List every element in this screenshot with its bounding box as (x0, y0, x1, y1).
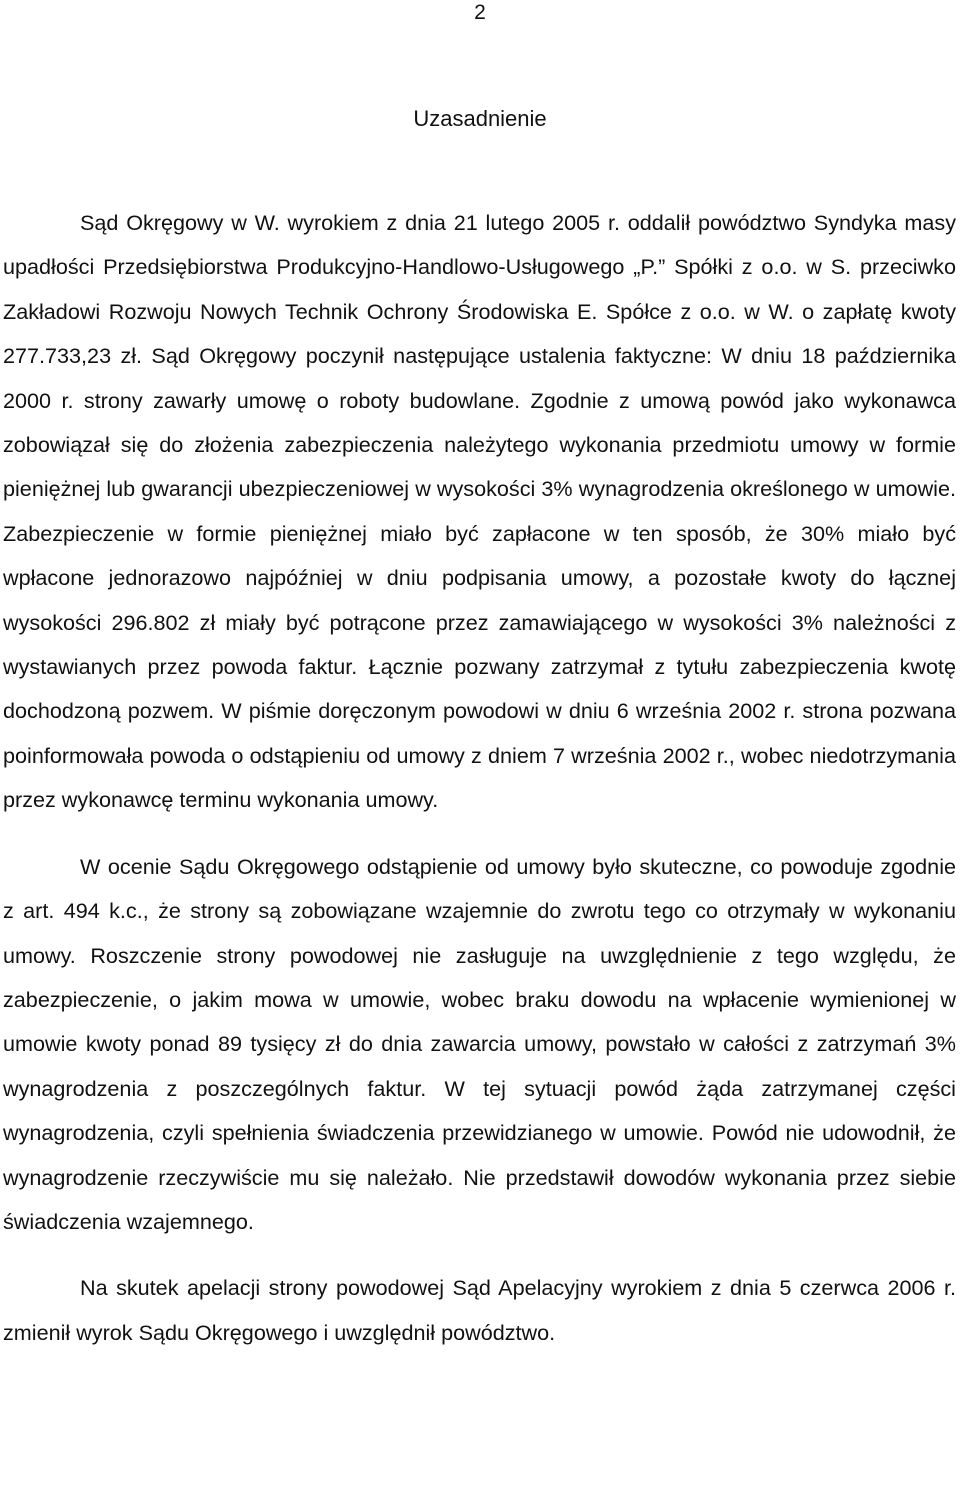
paragraph-appeal: Na skutek apelacji strony powodowej Sąd Apelacyjny wyrokiem z dnia 5 czerwca 2006 r. zmienił wyrok Sądu Okręgowego i uwzględnił powództwo. (3, 1275, 956, 1345)
page-number: 2 (474, 1, 486, 24)
document-body (3, 201, 956, 1355)
paragraph-court-assessment: W ocenie Sądu Okręgowego odstąpienie od umowy było skuteczne, co powoduje zgodnie z art. 494 k.c., że strony są zobowiązane wzajemnie do zwrotu tego co otrzymały w wykonaniu umowy. Roszczenie strony powodowej nie zasługuje na uwzględnienie z tego względu, że zabezpieczenie, o jakim mowa w umowie, wobec braku dowodu na wpłacenie wymienionej w umowie kwoty ponad 89 tysięcy zł do dnia zawarcia umowy, powstało w całości z zatrzymań 3% wynagrodzenia z poszczególnych faktur. W tej sytuacji powód żąda zatrzymanej części wynagrodzenia, czyli spełnienia świadczenia przewidzianego w umowie. Powód nie udowodnił, że wynagrodzenie rzeczywiście mu się należało. Nie przedstawił dowodów wykonania przez siebie świadczenia wzajemnego. (3, 853, 956, 1234)
paragraph-facts: Sąd Okręgowy w W. wyrokiem z dnia 21 lutego 2005 r. oddalił powództwo Syndyka masy upadłości Przedsiębiorstwa Produkcyjno-Handlowo-Usługowego „P.” Spółki z o.o. w S. przeciwko Zakładowi Rozwoju Nowych Technik Ochrony Środowiska E. Spółce z o.o. w W. o zapłatę kwoty 277.733,23 zł. Sąd Okręgowy poczynił następujące ustalenia faktyczne: W dniu 18 października 2000 r. strony zawarły umowę o roboty budowlane. Zgodnie z umową powód jako wykonawca zobowiązał się do złożenia zabezpieczenia należytego wykonania przedmiotu umowy w formie pieniężnej lub gwarancji ubezpieczeniowej w wysokości 3% wynagrodzenia określonego w umowie. Zabezpieczenie w formie pieniężnej miało być zapłacone w ten sposób, że 30% miało być wpłacone jednorazowo najpóźniej w dniu podpisania umowy, a pozostałe kwoty do łącznej wysokości 296.802 zł miały być potrącone przez zamawiającego w wysokości 3% należności z wystawianych przez powoda faktur. Łącznie pozwany zatrzymał z tytułu zabezpieczenia kwotę dochodzoną pozwem. W piśmie doręczonym powodowi w dniu 6 września 2002 r. strona pozwana poinformowała powoda o odstąpieniu od umowy z dniem 7 września 2002 r., wobec niedotrzymania przez wykonawcę terminu wykonania umowy. (3, 210, 956, 813)
document-title: Uzasadnienie (413, 106, 547, 131)
